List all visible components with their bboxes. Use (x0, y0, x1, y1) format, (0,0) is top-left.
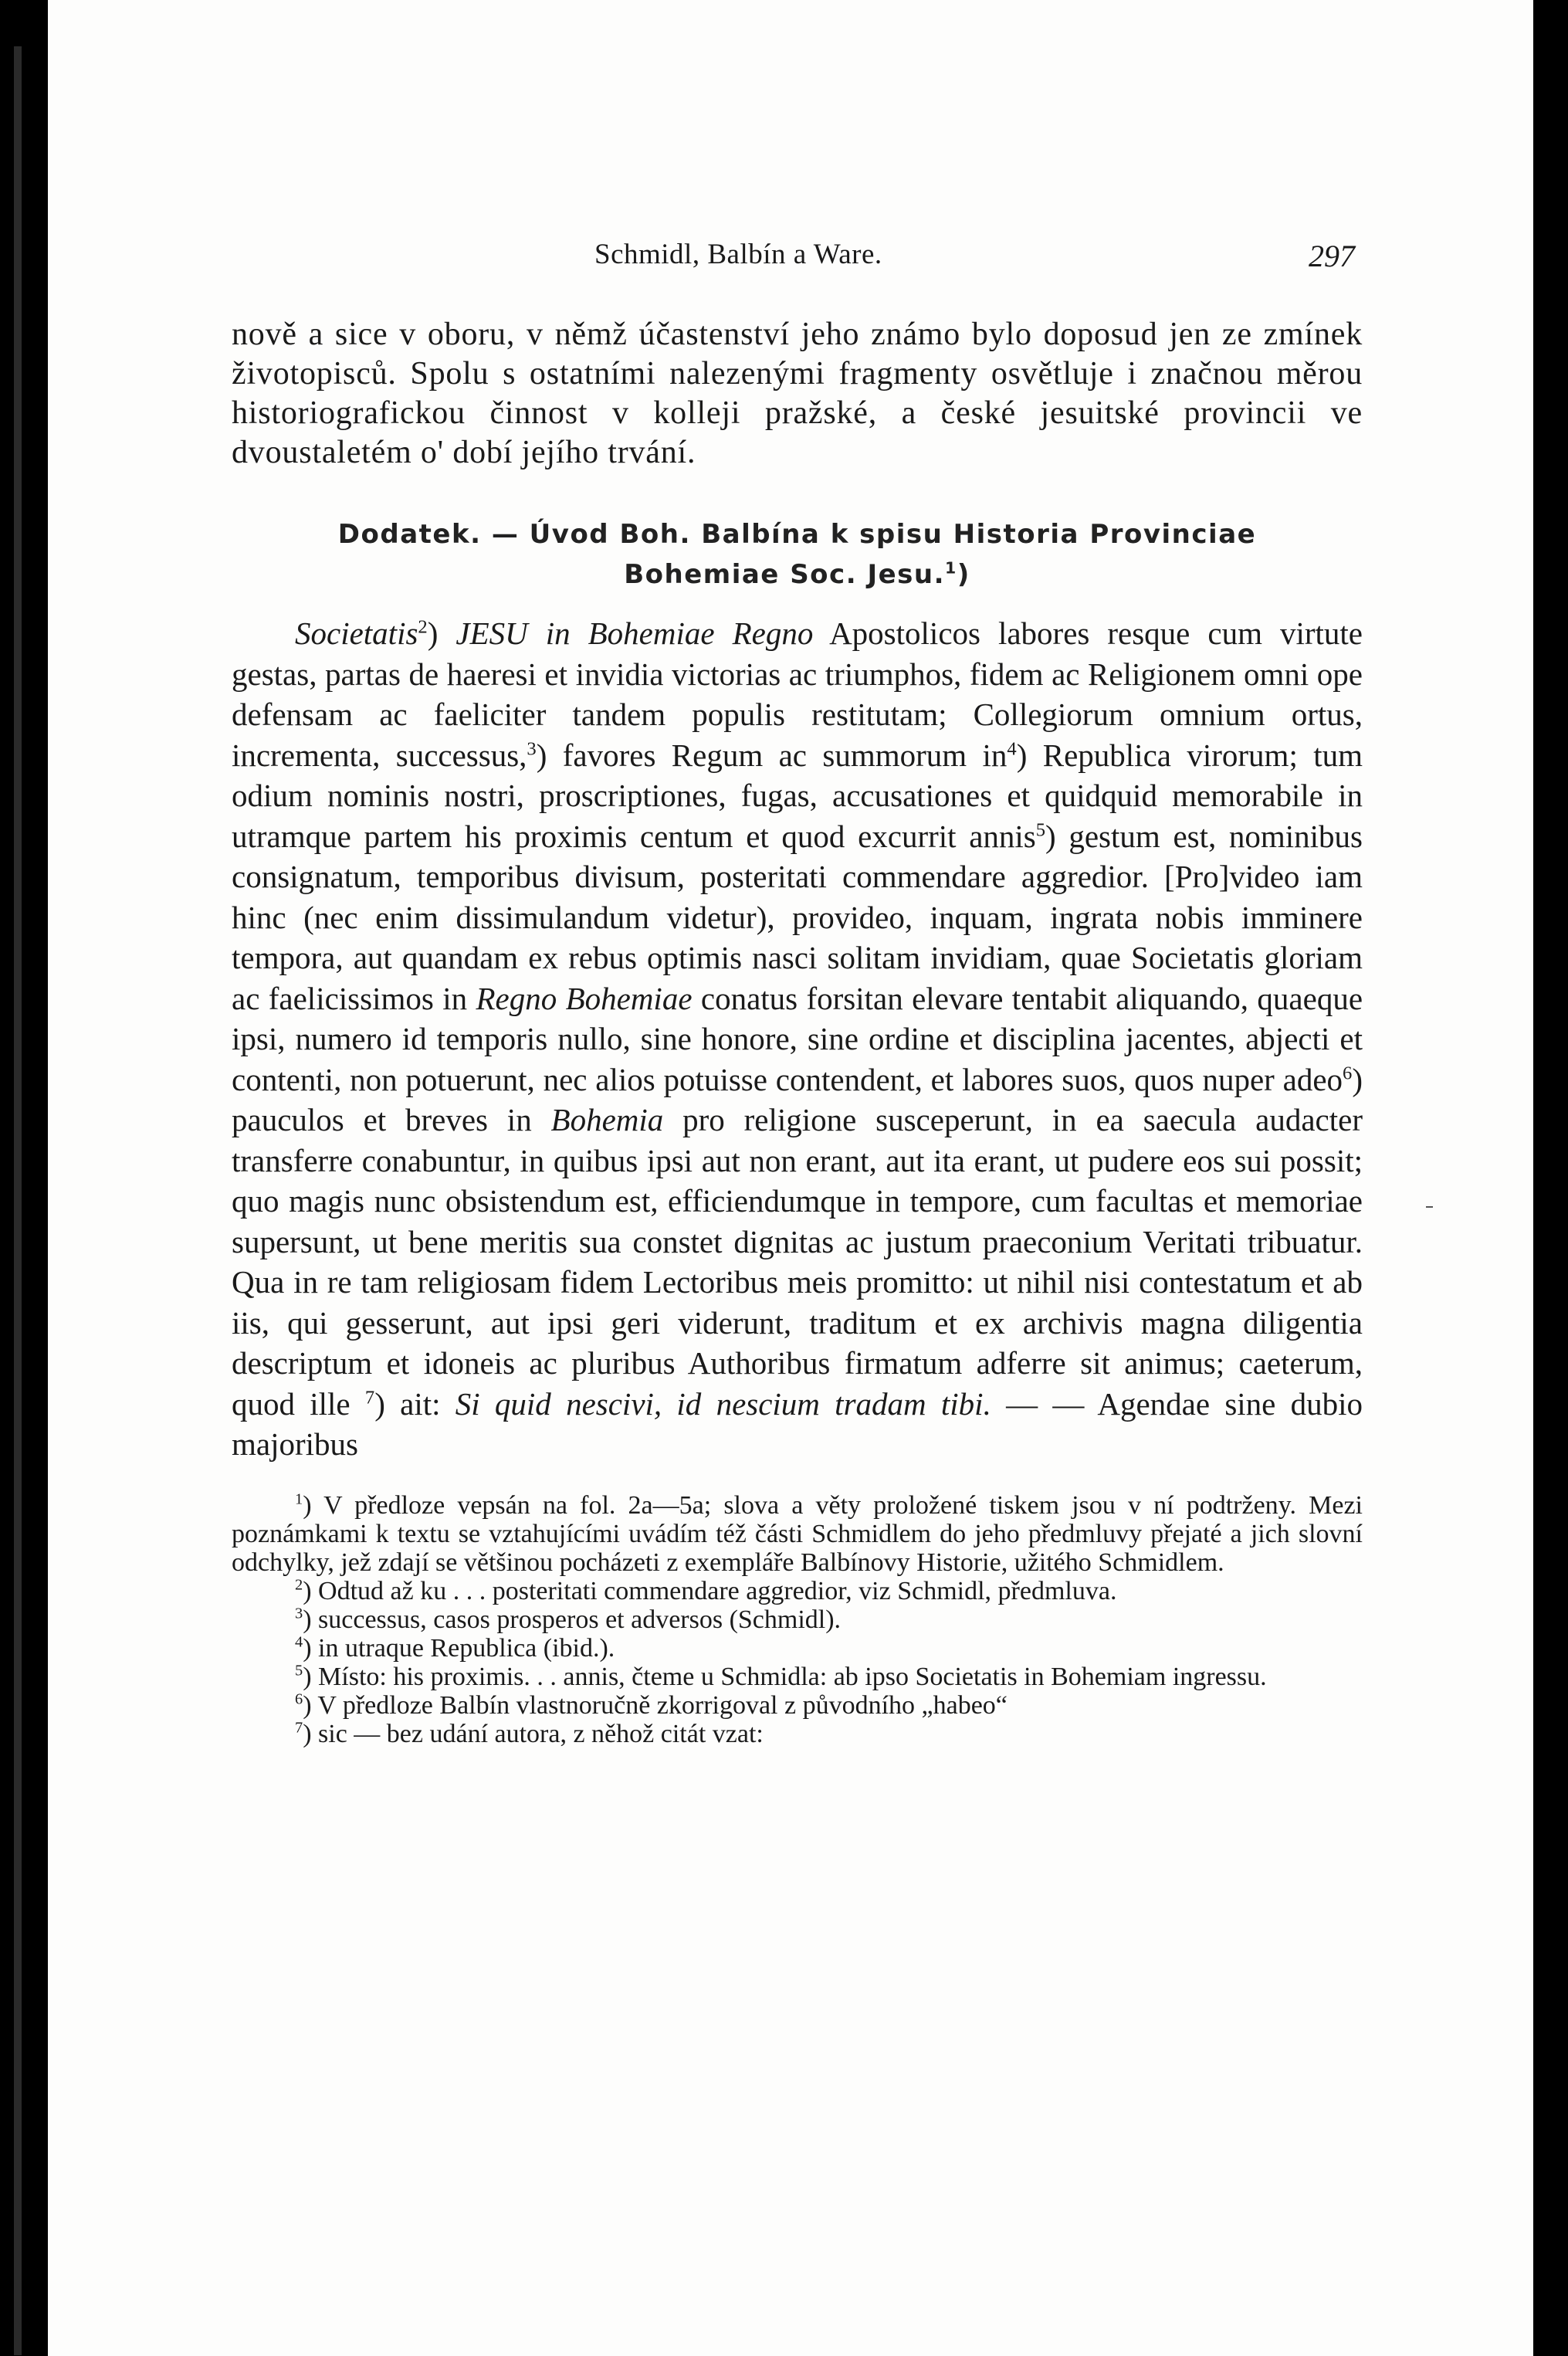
footnote-ref: 5 (1035, 819, 1046, 840)
latin-text: gestum est, nominibus consignatum, temporibus divisum, posteritati commendare aggredior. [Pro]video iam hinc (nec enim dissimulandum videtur), provideo, inquam, ingrata nobis imminere tempora, aut quandam ex rebus optimis nasci solitam invidiam, quae Societatis gloriam ac faelicissimos in (232, 818, 1363, 1016)
footnote-number: 7 (295, 1719, 303, 1737)
footnote-number: 3 (295, 1605, 303, 1622)
heading-line-2-text: Bohemiae Soc. Jesu. (624, 559, 946, 590)
scan-border-left-inner (14, 46, 22, 2355)
footnote-text: Odtud až ku . . . posteritati commendare aggredior, viz Schmidl, předmluva. (318, 1576, 1117, 1605)
margin-mark (1426, 1206, 1433, 1208)
footnote: $^4$) in utraque Republica (ibid.). (295, 1633, 615, 1663)
running-head (232, 232, 1363, 286)
footnote: $^6$) V předloze Balbín vlastnoručně zkorrigoval z původního „habeo“ (295, 1690, 1008, 1720)
italic-text: Regno Bohemiae (476, 980, 693, 1016)
heading-line-1: Dodatek. — Úvod Boh. Balbína k spisu Historia Provinciae (337, 519, 1257, 550)
footnote-number: 4 (295, 1633, 303, 1651)
running-head-title: Schmidl, Balbín a Ware. (594, 239, 882, 270)
latin-text: pauculos et breves in (232, 1102, 532, 1137)
page-content (232, 232, 1363, 1748)
italic-text: JESU in Bohemiae Regno (455, 615, 814, 651)
footnote-ref: 1 (945, 558, 957, 578)
footnote-ref: 3 (527, 737, 537, 759)
footnote-text: sic — bez udání autora, z něhož citát vzat: (318, 1719, 764, 1748)
footnote-text: V předloze vepsán na fol. 2a—5a; slova a věty proložené tiskem jsou v ní podtrženy. Mezi poznámkami k textu se vztahujícími uvádím též části Schmidlem do jeho předmluvy přejaté a jich slovní odchylky, jež zdají se většinou pocházeti z exempláře Balbínovy Historie, užitého Schmidlem. (232, 1490, 1363, 1577)
footnote-ref: 7 (364, 1386, 375, 1408)
latin-text: conatus forsitan elevare tentabit aliquando, quaeque ipsi, numero id temporis nullo, sine honore, sine ordine et disciplina jacentes, abjecti et contenti, non potuerunt, nec alios potuisse contendent, et labores suos, quos nuper adeo (232, 980, 1363, 1097)
latin-text: — — Agendae sine dubio majoribus (232, 1385, 1363, 1462)
footnote-number: 5 (295, 1662, 303, 1680)
latin-text: Apostolicos labores resque cum virtute gestas, partas de haeresi et invidia victorias ac triumphos, fidem ac Religionem omni ope defensam ac faeliciter tandem populis restitutam; Collegiorum omnium ortus, incrementa, successus, (232, 615, 1363, 773)
heading-line-2: Bohemiae Soc. Jesu.$^1$) (624, 558, 970, 590)
footnote: $^5$) Místo: his proximis. . . annis, čteme u Schmidla: ab ipso Societatis in Bohemiam ingressu. (295, 1662, 1267, 1691)
scan-border-left (0, 0, 48, 2356)
section-heading (232, 514, 1363, 595)
footnote-ref: 2 (418, 616, 428, 638)
latin-text: ait: (400, 1385, 441, 1422)
page-number: 297 (1309, 239, 1355, 273)
footnote: $^3$) successus, casos prosperos et adversos (Schmidl). (295, 1605, 842, 1634)
footnote-ref: 4 (1007, 737, 1017, 759)
footnote-number: 6 (295, 1690, 303, 1708)
footnote-text: successus, casos prosperos et adversos (Schmidl). (318, 1605, 842, 1634)
latin-text: favores Regum ac summorum in (562, 737, 1008, 773)
italic-text: Si quid nescivi, id nescium tradam tibi. (455, 1385, 991, 1422)
italic-text: Societatis (295, 615, 418, 651)
latin-paragraph: Societatis$^2$) JESU in Bohemiae Regno Apostolicos labores resque cum virtute gestas, partas de haeresi et invidia victorias ac triumphos, fidem ac Religionem omni ope defensam ac faeliciter tandem populis restitutam; Collegiorum omnium ortus, incrementa, successus,$^3$) favores Regum ac summorum $in^4$) Republica virorum; tum odium nominis nostri, proscriptiones, fugas, accusationes et quidquid memorabile in utramque partem his proximis centum et quod excurrit annis$^5$) gestum est, nominibus consignatum, temporibus divisum, posteritati commendare aggredior. [Pro]video iam hinc (nec enim dissimulandum videtur), provideo, inquam, ingrata nobis imminere tempora, aut quandam ex rebus optimis nasci solitam invidiam, quae Societatis gloriam ac faelicissimos in Regno Bohemiae conatus forsitan elevare tentabit aliquando, quaeque ipsi, numero id temporis nullo, sine honore, sine ordine et disciplina jacentes, abjecti et contenti, non potuerunt, nec alios potuisse contendent, et labores suos, quos nuper adeo$^6$) pauculos et breves in Bohemia pro religione susceperunt, in ea saecula audacter transferre conabuntur, in quibus ipsi aut non erant, aut ita erant, ut pudere eos sui possit; quo magis nunc obsistendum est, efficiendumque in tempore, cum facultas et memoriae supersunt, ut bene meritis sua constet dignitas ac justum praeconium Veritati tribuatur. Qua in re tam religiosam fidem Lectoribus meis promitto: ut nihil nisi contestatum et ab iis, qui gesserunt, aut ipsi geri viderunt, traditum et ex archivis magna diligentia descriptum et idoneis ac pluribus Authoribus firmatum adferre sit animus; caeterum, quod ille $^7$) ait: Si quid nescivi, id nescium tradam tibi. — — Agendae sine dubio majoribus (232, 615, 1363, 1462)
footnote-ref: 6 (1343, 1062, 1353, 1083)
latin-text: Republica virorum; tum odium nominis nostri, proscriptiones, fugas, accusationes et quidquid memorabile in utramque partem his proximis centum et quod excurrit annis (232, 737, 1363, 854)
latin-text: pro religione susceperunt, in ea saecula audacter transferre conabuntur, in quibus ipsi aut non erant, aut ita erant, ut pudere eos sui possit; quo magis nunc obsistendum est, efficiendumque in tempore, cum facultas et memoriae supersunt, ut bene meritis sua constet dignitas ac justum praeconium Veritati tribuatur. Qua in re tam religiosam fidem Lectoribus meis promitto: ut nihil nisi contestatum et ab iis, qui gesserunt, aut ipsi geri viderunt, traditum et ex archivis magna diligentia descriptum et idoneis ac pluribus Authoribus firmatum adferre sit animus; caeterum, quod ille (232, 1102, 1363, 1422)
footnote: $^7$) sic — bez udání autora, z něhož citát vzat: (295, 1719, 764, 1748)
scan-border-right (1533, 0, 1568, 2356)
footnote: $^2$) Odtud až ku . . . posteritati commendare aggredior, viz Schmidl, předmluva. (295, 1576, 1117, 1605)
italic-text: Bohemia (550, 1102, 664, 1137)
intro-paragraph: nově a sice v oboru, v němž účastenství jeho známo bylo doposud jen ze zmínek životopisců. Spolu s ostatními nalezenými fragmenty osvětluje i značnou měrou historiografickou činnost v kolleji pražské, a české jesuitské provincii ve dvoustaletém o' dobí jejího trvání. (232, 317, 1363, 470)
footnote-text: V předloze Balbín vlastnoručně zkorrigoval z původního „habeo“ (317, 1690, 1008, 1720)
footnote: $^1$) V předloze vepsán na fol. 2a—5a; slova a věty proložené tiskem jsou v ní podtrženy. Mezi poznámkami k textu se vztahujícími uvádím též části Schmidlem do jeho předmluvy přejaté a jich slovní odchylky, jež zdají se většinou pocházeti z exempláře Balbínovy Historie, užitého Schmidlem. (232, 1490, 1363, 1577)
footnotes (232, 1491, 1363, 1748)
footnote-text: Místo: his proximis. . . annis, čteme u Schmidla: ab ipso Societatis in Bohemiam ingressu. (318, 1662, 1267, 1691)
book-page (48, 0, 1533, 2356)
footnote-number: 2 (295, 1576, 303, 1594)
footnote-text: in utraque Republica (ibid.). (318, 1633, 615, 1663)
footnote-number: 1 (295, 1490, 303, 1508)
